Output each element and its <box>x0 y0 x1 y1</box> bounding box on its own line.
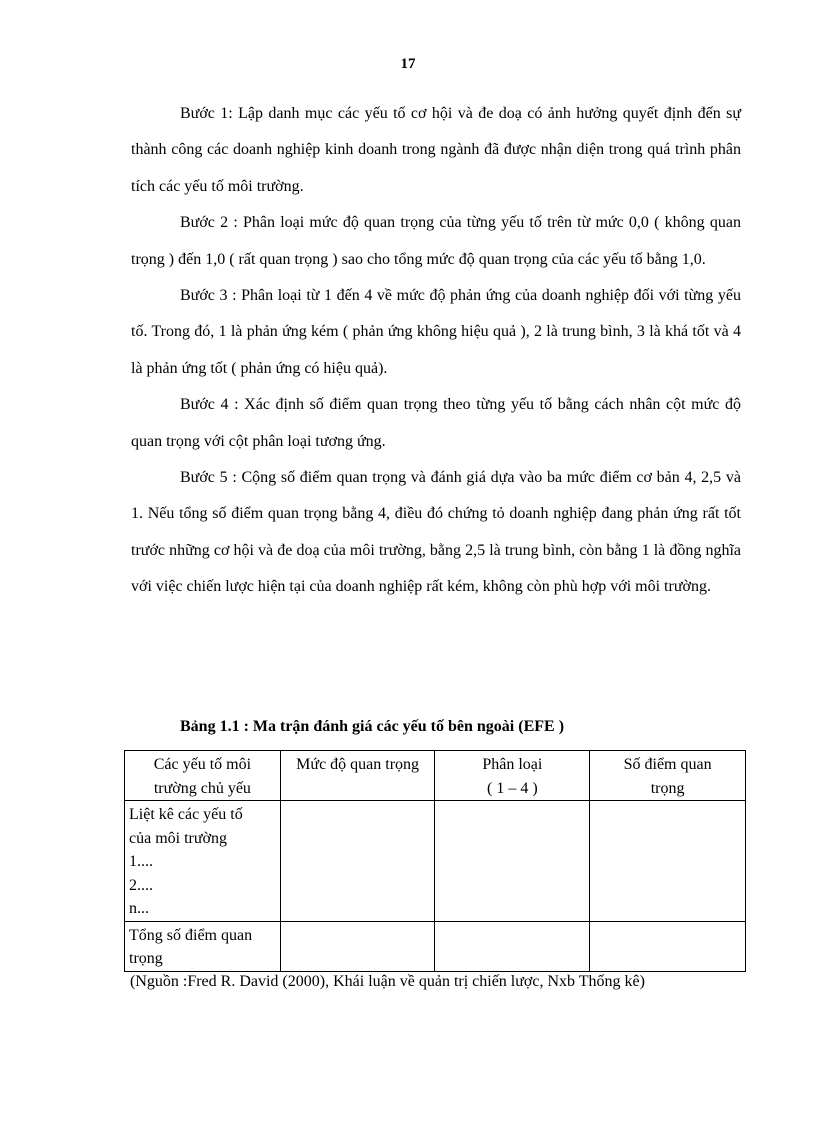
table-title: Bảng 1.1 : Ma trận đánh giá các yếu tố bên ngoài (EFE ) <box>180 718 565 735</box>
paragraph-step-3: Bước 3 : Phân loại từ 1 đến 4 về mức độ phản ứng của doanh nghiệp đối với từng yếu tố. Trong đó, 1 là phản ứng kém ( phản ứng không hiệu quả ), 2 là trung bình, 3 là khá tốt và 4 là phản ứng tốt ( phản ứng có hiệu quả). <box>131 287 741 377</box>
header-rating-line-1: Phân loại <box>482 756 543 773</box>
header-factors <box>125 751 281 801</box>
importance-cell <box>280 801 435 922</box>
factor-list-line-1: Liệt kê các yếu tố <box>129 806 243 823</box>
paragraph-step-5: Bước 5 : Cộng số điểm quan trọng và đánh giá dựa vào ba mức điểm cơ bản 4, 2,5 và 1. Nếu tổng số điểm quan trọng bằng 4, điều đó chứng tỏ doanh nghiệp đang phản ứng rất tốt trước những cơ hội và đe doạ của môi trường, bằng 2,5 là trung bình, còn bằng 1 là đồng nghĩa với việc chiến lược hiện tại của doanh nghiệp rất kém, không còn phù hợp với môi trường. <box>131 469 741 596</box>
page-number: 17 <box>400 56 416 72</box>
efe-matrix-table <box>124 750 746 972</box>
header-importance <box>280 751 435 801</box>
paragraph-step-1: Bước 1: Lập danh mục các yếu tố cơ hội và đe doạ có ảnh hưởng quyết định đến sự thành công các doanh nghiệp kinh doanh trong ngành đã được nhận diện trong quá trình phân tích các yếu tố môi trường. <box>131 105 741 195</box>
total-rating-cell <box>435 921 590 971</box>
score-cell <box>590 801 746 922</box>
table-total-row <box>125 921 746 971</box>
total-label-line-1: Tổng số điểm quan <box>129 926 253 944</box>
table-source: (Nguồn :Fred R. David (2000), Khái luận về quản trị chiến lược, Nxb Thống kê) <box>130 973 645 990</box>
header-score-line-1: Số điểm quan <box>623 756 712 773</box>
factor-list-line-5: n... <box>129 900 149 917</box>
total-importance-cell <box>280 921 435 971</box>
header-rating-line-2: ( 1 – 4 ) <box>487 779 538 797</box>
factor-list-cell <box>125 801 281 922</box>
header-factors-line-2: trường chủ yếu <box>153 779 251 797</box>
total-label-line-2: trọng <box>129 950 163 967</box>
header-score-line-2: trọng <box>650 779 685 797</box>
header-factors-line-1: Các yếu tố môi <box>153 756 252 773</box>
table-row <box>125 801 746 922</box>
factor-list-line-3: 1.... <box>129 853 153 870</box>
header-rating <box>435 751 590 801</box>
table-header-row <box>125 751 746 801</box>
total-label-cell <box>125 921 281 971</box>
paragraph-step-4: Bước 4 : Xác định số điểm quan trọng theo từng yếu tố bằng cách nhân cột mức độ quan trọng với cột phân loại tương ứng. <box>131 396 741 450</box>
header-importance-line-1: Mức độ quan trọng <box>296 756 420 773</box>
total-score-cell <box>590 921 746 971</box>
factor-list-line-4: 2.... <box>129 876 153 894</box>
factor-list-line-2: của môi trường <box>129 829 227 847</box>
header-weighted-score <box>590 751 746 801</box>
body-text <box>131 96 741 606</box>
paragraph-step-2: Bước 2 : Phân loại mức độ quan trọng của từng yếu tố trên từ mức 0,0 ( không quan trọng ) đến 1,0 ( rất quan trọng ) sao cho tổng mức độ quan trọng của các yếu tố bằng 1,0. <box>131 214 741 268</box>
rating-cell <box>435 801 590 922</box>
